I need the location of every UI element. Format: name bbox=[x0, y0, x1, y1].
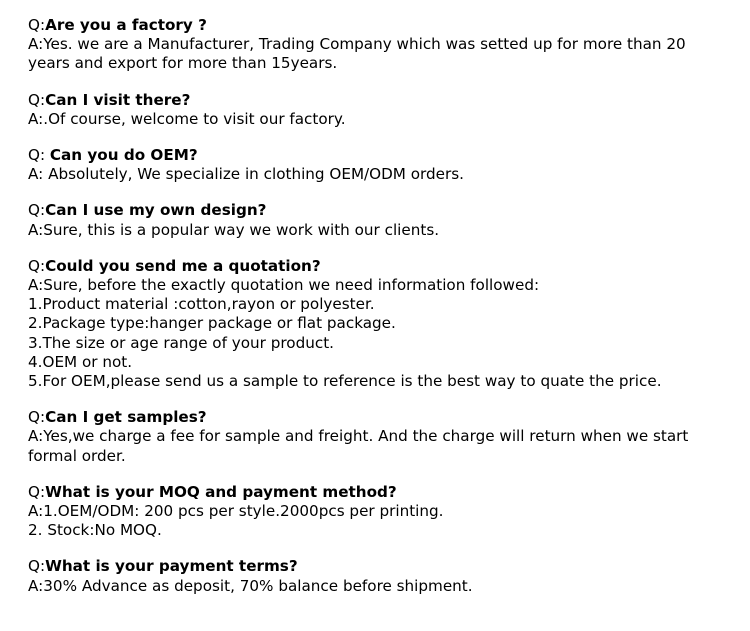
faq-item-moq bbox=[28, 483, 728, 541]
question-text: What is your payment terms? bbox=[45, 557, 298, 576]
question-text: Can I visit there? bbox=[45, 90, 191, 109]
question-line bbox=[28, 557, 728, 576]
answer-line: A:Yes,we charge a fee for sample and freight. And the charge will return when we start formal order. bbox=[28, 427, 689, 465]
question-line bbox=[28, 201, 728, 220]
question-text: Can you do OEM? bbox=[49, 146, 198, 165]
question-text: Could you send me a quotation? bbox=[45, 256, 321, 275]
faq-list bbox=[28, 16, 728, 613]
answer-line: A:.Of course, welcome to visit our factory. bbox=[28, 109, 346, 128]
question-text: Can I get samples? bbox=[45, 408, 207, 427]
answer-line: A:Sure, before the exactly quotation we need information followed: bbox=[28, 276, 540, 295]
question-prefix: Q: bbox=[28, 201, 46, 220]
answer-line: A:Sure, this is a popular way we work with our clients. bbox=[28, 220, 440, 239]
answer-line: 2. Stock:No MOQ. bbox=[28, 521, 162, 540]
question-line bbox=[28, 91, 728, 110]
faq-item-own-design bbox=[28, 201, 728, 239]
question-prefix: Q: bbox=[28, 90, 46, 109]
faq-item-oem bbox=[28, 146, 728, 184]
question-prefix: Q: bbox=[28, 482, 46, 501]
answer-line: A:30% Advance as deposit, 70% balance before shipment. bbox=[28, 576, 473, 595]
answer-line: A:1.OEM/ODM: 200 pcs per style.2000pcs per printing. bbox=[28, 502, 444, 521]
question-line bbox=[28, 16, 728, 35]
question-line bbox=[28, 146, 728, 165]
question-prefix: Q: bbox=[28, 256, 46, 275]
answer-line: 5.For OEM,please send us a sample to reference is the best way to quate the price. bbox=[28, 372, 662, 391]
answer-line: A:Yes. we are a Manufacturer, Trading Company which was setted up for more than 20 years and export for more than 15years. bbox=[28, 35, 686, 73]
question-prefix: Q: bbox=[28, 557, 46, 576]
answer-line: 2.Package type:hanger package or flat package. bbox=[28, 314, 396, 333]
faq-item-payment-terms bbox=[28, 557, 728, 595]
question-text: Can I use my own design? bbox=[45, 201, 267, 220]
faq-item-quotation bbox=[28, 257, 728, 391]
answer-line: A: Absolutely, We specialize in clothing OEM/ODM orders. bbox=[28, 165, 464, 184]
question-text: Are you a factory ? bbox=[45, 16, 207, 34]
question-line bbox=[28, 483, 728, 502]
answer-line: 4.OEM or not. bbox=[28, 352, 133, 371]
question-text: What is your MOQ and payment method? bbox=[45, 482, 397, 501]
question-line bbox=[28, 257, 728, 276]
question-line bbox=[28, 408, 728, 427]
faq-item-samples bbox=[28, 408, 728, 466]
answer-line: 1.Product material :cotton,rayon or polyester. bbox=[28, 295, 375, 314]
answer-line: 3.The size or age range of your product. bbox=[28, 333, 334, 352]
question-prefix: Q: bbox=[28, 16, 46, 34]
question-prefix: Q: bbox=[28, 408, 46, 427]
faq-item-visit bbox=[28, 91, 728, 129]
question-prefix: Q: bbox=[28, 146, 50, 165]
faq-item-factory bbox=[28, 16, 728, 74]
